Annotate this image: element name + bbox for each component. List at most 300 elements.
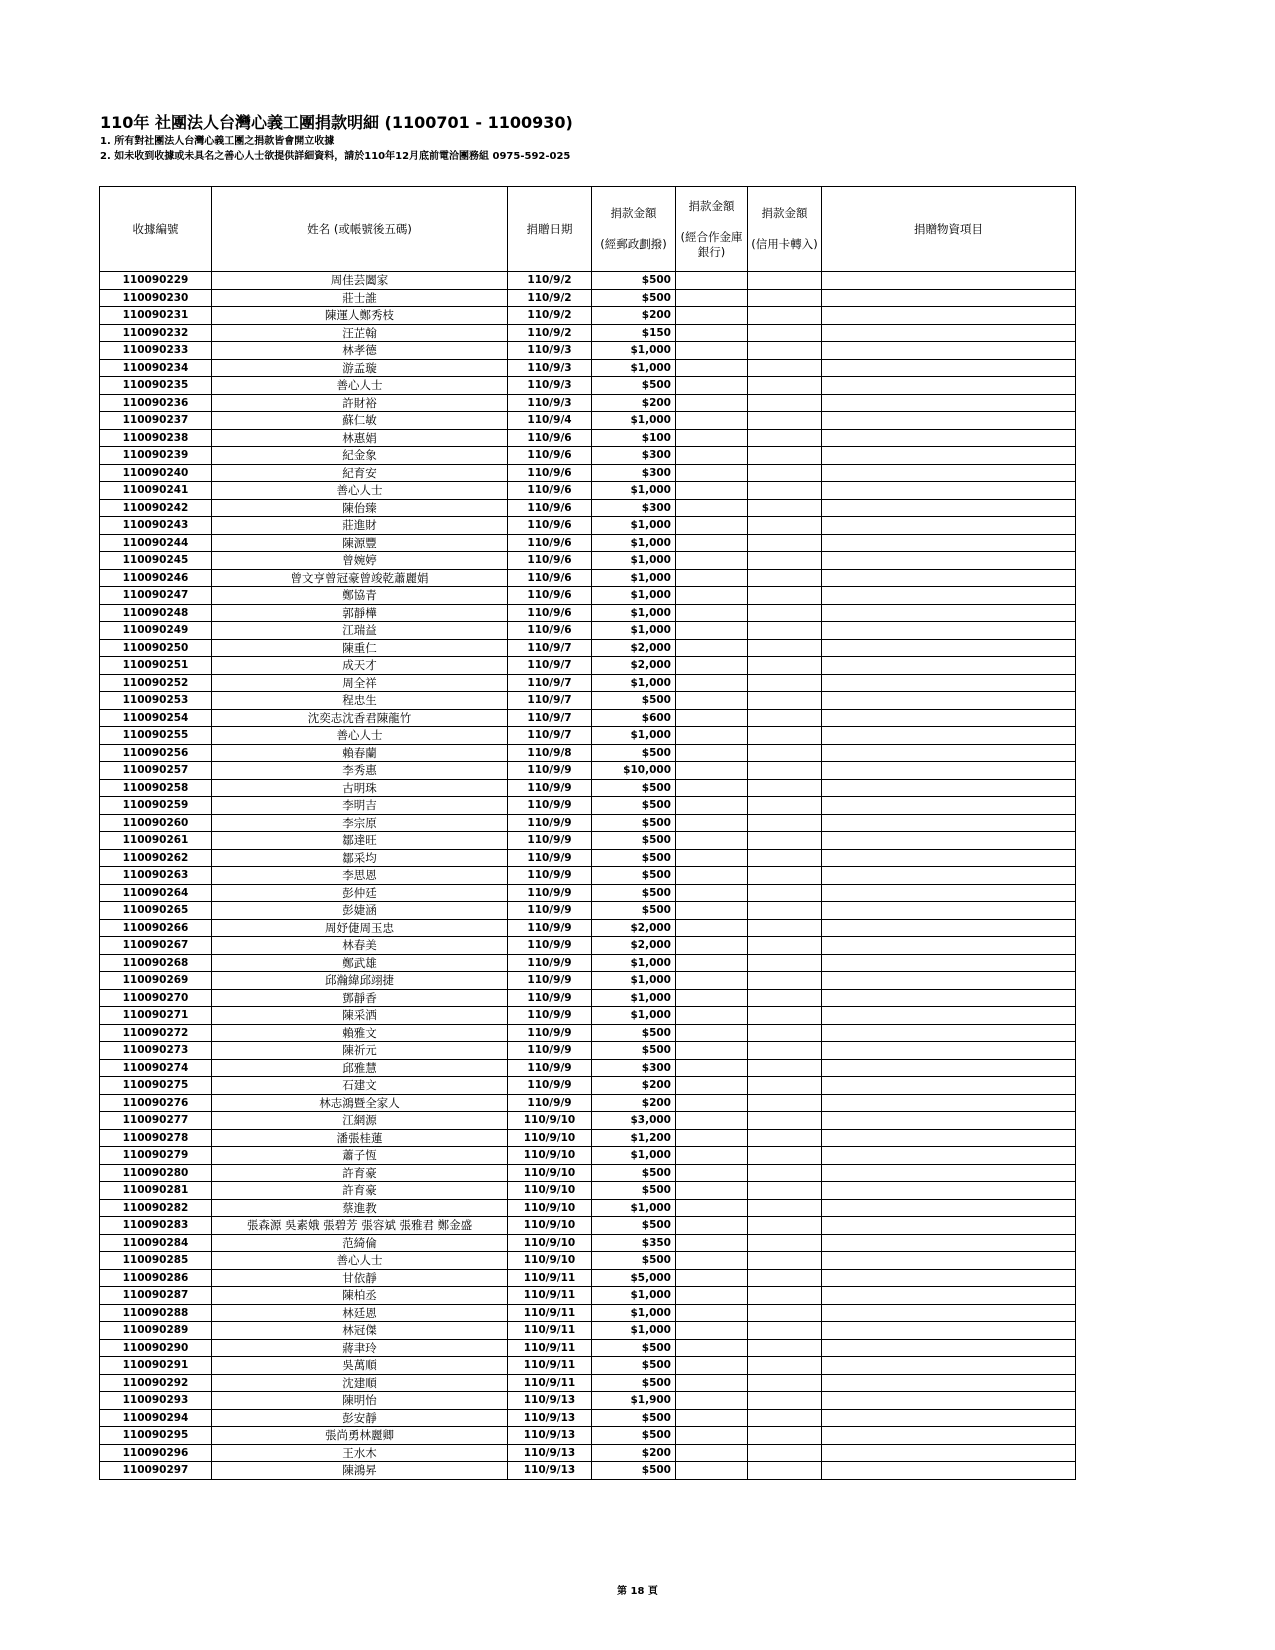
postal-amount-cell: $500 xyxy=(592,1024,676,1042)
postal-amount-cell: $300 xyxy=(592,1059,676,1077)
bank-amount-cell xyxy=(676,814,748,832)
goods-cell xyxy=(822,1042,1076,1060)
donation-date-cell: 110/9/6 xyxy=(508,587,592,605)
receipt-no-cell: 110090229 xyxy=(100,272,212,290)
donor-name-cell: 許育豪 xyxy=(212,1164,508,1182)
table-row xyxy=(100,1409,1076,1427)
receipt-no-cell: 110090275 xyxy=(100,1077,212,1095)
table-row xyxy=(100,1234,1076,1252)
donation-date-cell: 110/9/10 xyxy=(508,1234,592,1252)
goods-cell xyxy=(822,744,1076,762)
donor-name-cell: 潘張桂蓮 xyxy=(212,1129,508,1147)
bank-amount-cell xyxy=(676,534,748,552)
donor-name-cell: 邱瀚緯邱翊捷 xyxy=(212,972,508,990)
table-row xyxy=(100,954,1076,972)
donation-date-cell: 110/9/9 xyxy=(508,867,592,885)
goods-cell xyxy=(822,674,1076,692)
postal-amount-cell: $500 xyxy=(592,1409,676,1427)
donor-name-cell: 林廷恩 xyxy=(212,1304,508,1322)
card-amount-cell xyxy=(748,1234,822,1252)
goods-cell xyxy=(822,1392,1076,1410)
donor-name-cell: 蕭子恆 xyxy=(212,1147,508,1165)
receipt-no-cell: 110090256 xyxy=(100,744,212,762)
donation-date-cell: 110/9/9 xyxy=(508,1042,592,1060)
bank-amount-cell xyxy=(676,1392,748,1410)
card-amount-cell xyxy=(748,1427,822,1445)
goods-cell xyxy=(822,604,1076,622)
bank-amount-cell xyxy=(676,1042,748,1060)
postal-amount-cell: $1,000 xyxy=(592,674,676,692)
bank-amount-cell xyxy=(676,989,748,1007)
table-row xyxy=(100,429,1076,447)
postal-amount-cell: $1,000 xyxy=(592,989,676,1007)
donor-name-cell: 許育豪 xyxy=(212,1182,508,1200)
table-row xyxy=(100,1112,1076,1130)
card-amount-cell xyxy=(748,797,822,815)
goods-cell xyxy=(822,587,1076,605)
card-amount-cell xyxy=(748,1094,822,1112)
bank-amount-cell xyxy=(676,482,748,500)
receipt-no-cell: 110090271 xyxy=(100,1007,212,1025)
bank-amount-cell xyxy=(676,867,748,885)
postal-amount-cell: $500 xyxy=(592,902,676,920)
bank-amount-cell xyxy=(676,1427,748,1445)
postal-amount-cell: $1,000 xyxy=(592,1147,676,1165)
receipt-no-cell: 110090293 xyxy=(100,1392,212,1410)
table-row xyxy=(100,1304,1076,1322)
donation-date-cell: 110/9/10 xyxy=(508,1199,592,1217)
postal-amount-cell: $500 xyxy=(592,832,676,850)
receipt-no-cell: 110090264 xyxy=(100,884,212,902)
postal-amount-cell: $1,000 xyxy=(592,1287,676,1305)
bank-amount-cell xyxy=(676,1077,748,1095)
bank-amount-cell xyxy=(676,412,748,430)
donation-date-cell: 110/9/10 xyxy=(508,1112,592,1130)
table-row xyxy=(100,289,1076,307)
table-row xyxy=(100,1287,1076,1305)
postal-amount-cell: $200 xyxy=(592,1444,676,1462)
donor-name-cell: 鄒達旺 xyxy=(212,832,508,850)
goods-cell xyxy=(822,657,1076,675)
receipt-no-cell: 110090267 xyxy=(100,937,212,955)
donor-name-cell: 范綺倫 xyxy=(212,1234,508,1252)
donation-date-cell: 110/9/3 xyxy=(508,342,592,360)
header-postal-sublabel: (經郵政劃撥) xyxy=(600,237,667,251)
postal-amount-cell: $10,000 xyxy=(592,762,676,780)
bank-amount-cell xyxy=(676,937,748,955)
card-amount-cell xyxy=(748,779,822,797)
goods-cell xyxy=(822,1234,1076,1252)
bank-amount-cell xyxy=(676,587,748,605)
receipt-no-cell: 110090262 xyxy=(100,849,212,867)
table-row xyxy=(100,1007,1076,1025)
goods-cell xyxy=(822,884,1076,902)
table-row xyxy=(100,499,1076,517)
postal-amount-cell: $500 xyxy=(592,1339,676,1357)
card-amount-cell xyxy=(748,972,822,990)
card-amount-cell xyxy=(748,1007,822,1025)
donation-date-cell: 110/9/6 xyxy=(508,569,592,587)
donor-name-cell: 李宗原 xyxy=(212,814,508,832)
card-amount-cell xyxy=(748,744,822,762)
donation-date-cell: 110/9/7 xyxy=(508,727,592,745)
donation-date-cell: 110/9/7 xyxy=(508,709,592,727)
table-row xyxy=(100,1462,1076,1480)
receipt-no-cell: 110090241 xyxy=(100,482,212,500)
donor-name-cell: 林惠娟 xyxy=(212,429,508,447)
donation-date-cell: 110/9/11 xyxy=(508,1322,592,1340)
bank-amount-cell xyxy=(676,622,748,640)
donation-date-cell: 110/9/6 xyxy=(508,534,592,552)
donation-date-cell: 110/9/2 xyxy=(508,324,592,342)
receipt-no-cell: 110090279 xyxy=(100,1147,212,1165)
goods-cell xyxy=(822,1427,1076,1445)
postal-amount-cell: $500 xyxy=(592,1042,676,1060)
bank-amount-cell xyxy=(676,464,748,482)
donor-name-cell: 王水木 xyxy=(212,1444,508,1462)
card-amount-cell xyxy=(748,342,822,360)
card-amount-cell xyxy=(748,412,822,430)
card-amount-cell xyxy=(748,1462,822,1480)
goods-cell xyxy=(822,272,1076,290)
donation-date-cell: 110/9/6 xyxy=(508,517,592,535)
postal-amount-cell: $150 xyxy=(592,324,676,342)
bank-amount-cell xyxy=(676,1269,748,1287)
donor-name-cell: 鄭武雄 xyxy=(212,954,508,972)
receipt-no-cell: 110090254 xyxy=(100,709,212,727)
receipt-no-cell: 110090265 xyxy=(100,902,212,920)
donation-date-cell: 110/9/7 xyxy=(508,692,592,710)
donation-date-cell: 110/9/6 xyxy=(508,482,592,500)
receipt-no-cell: 110090280 xyxy=(100,1164,212,1182)
donation-date-cell: 110/9/9 xyxy=(508,1059,592,1077)
postal-amount-cell: $1,000 xyxy=(592,412,676,430)
bank-amount-cell xyxy=(676,1199,748,1217)
receipt-no-cell: 110090255 xyxy=(100,727,212,745)
bank-amount-cell xyxy=(676,762,748,780)
table-row xyxy=(100,1339,1076,1357)
bank-amount-cell xyxy=(676,902,748,920)
card-amount-cell xyxy=(748,1269,822,1287)
goods-cell xyxy=(822,359,1076,377)
postal-amount-cell: $500 xyxy=(592,1357,676,1375)
bank-amount-cell xyxy=(676,744,748,762)
donor-name-cell: 紀育安 xyxy=(212,464,508,482)
goods-cell xyxy=(822,639,1076,657)
card-amount-cell xyxy=(748,1042,822,1060)
card-amount-cell xyxy=(748,727,822,745)
table-row xyxy=(100,1182,1076,1200)
receipt-no-cell: 110090231 xyxy=(100,307,212,325)
bank-amount-cell xyxy=(676,1164,748,1182)
donor-name-cell: 蔣聿玲 xyxy=(212,1339,508,1357)
receipt-no-cell: 110090236 xyxy=(100,394,212,412)
bank-amount-cell xyxy=(676,517,748,535)
goods-cell xyxy=(822,762,1076,780)
table-row xyxy=(100,972,1076,990)
donor-name-cell: 蘇仁敏 xyxy=(212,412,508,430)
bank-amount-cell xyxy=(676,447,748,465)
postal-amount-cell: $1,000 xyxy=(592,1322,676,1340)
table-row xyxy=(100,989,1076,1007)
table-body xyxy=(100,272,1076,1480)
receipt-no-cell: 110090230 xyxy=(100,289,212,307)
donor-name-cell: 莊進財 xyxy=(212,517,508,535)
card-amount-cell xyxy=(748,1304,822,1322)
receipt-no-cell: 110090283 xyxy=(100,1217,212,1235)
card-amount-cell xyxy=(748,902,822,920)
card-amount-cell xyxy=(748,657,822,675)
card-amount-cell xyxy=(748,272,822,290)
donor-name-cell: 善心人士 xyxy=(212,377,508,395)
donation-date-cell: 110/9/6 xyxy=(508,464,592,482)
card-amount-cell xyxy=(748,1129,822,1147)
donation-date-cell: 110/9/6 xyxy=(508,552,592,570)
donation-date-cell: 110/9/10 xyxy=(508,1217,592,1235)
receipt-no-cell: 110090249 xyxy=(100,622,212,640)
header-date: 捐贈日期 xyxy=(508,187,592,272)
header-bank-amount xyxy=(676,187,748,272)
header-bank-label: 捐款金額 xyxy=(688,198,735,213)
postal-amount-cell: $500 xyxy=(592,1374,676,1392)
bank-amount-cell xyxy=(676,552,748,570)
table-row xyxy=(100,1252,1076,1270)
postal-amount-cell: $1,900 xyxy=(592,1392,676,1410)
donor-name-cell: 鄒采均 xyxy=(212,849,508,867)
postal-amount-cell: $200 xyxy=(592,1077,676,1095)
donor-name-cell: 曾文亨曾冠豪曾竣乾蕭麗娟 xyxy=(212,569,508,587)
bank-amount-cell xyxy=(676,1462,748,1480)
bank-amount-cell xyxy=(676,1094,748,1112)
note-receipt: 1. 所有對社團法人台灣心義工團之捐款皆會開立收據 xyxy=(100,136,335,147)
donor-name-cell: 石建文 xyxy=(212,1077,508,1095)
bank-amount-cell xyxy=(676,1357,748,1375)
bank-amount-cell xyxy=(676,499,748,517)
donor-name-cell: 江瑞益 xyxy=(212,622,508,640)
postal-amount-cell: $1,000 xyxy=(592,342,676,360)
donation-date-cell: 110/9/11 xyxy=(508,1269,592,1287)
table-row xyxy=(100,692,1076,710)
receipt-no-cell: 110090242 xyxy=(100,499,212,517)
donation-date-cell: 110/9/9 xyxy=(508,1077,592,1095)
donation-date-cell: 110/9/11 xyxy=(508,1357,592,1375)
goods-cell xyxy=(822,1409,1076,1427)
header-goods: 捐贈物資項目 xyxy=(822,187,1076,272)
receipt-no-cell: 110090257 xyxy=(100,762,212,780)
donation-table xyxy=(99,186,1076,1480)
table-row xyxy=(100,1147,1076,1165)
donor-name-cell: 陳重仁 xyxy=(212,639,508,657)
postal-amount-cell: $500 xyxy=(592,1427,676,1445)
donor-name-cell: 周佳芸闔家 xyxy=(212,272,508,290)
donor-name-cell: 李秀惠 xyxy=(212,762,508,780)
bank-amount-cell xyxy=(676,639,748,657)
card-amount-cell xyxy=(748,867,822,885)
table-row xyxy=(100,709,1076,727)
receipt-no-cell: 110090282 xyxy=(100,1199,212,1217)
goods-cell xyxy=(822,1462,1076,1480)
goods-cell xyxy=(822,429,1076,447)
bank-amount-cell xyxy=(676,884,748,902)
bank-amount-cell xyxy=(676,692,748,710)
donor-name-cell: 程忠生 xyxy=(212,692,508,710)
donation-date-cell: 110/9/9 xyxy=(508,779,592,797)
table-row xyxy=(100,587,1076,605)
receipt-no-cell: 110090286 xyxy=(100,1269,212,1287)
receipt-no-cell: 110090270 xyxy=(100,989,212,1007)
donation-date-cell: 110/9/13 xyxy=(508,1462,592,1480)
goods-cell xyxy=(822,814,1076,832)
table-row xyxy=(100,324,1076,342)
table-row xyxy=(100,674,1076,692)
table-row xyxy=(100,1094,1076,1112)
donation-date-cell: 110/9/9 xyxy=(508,989,592,1007)
donation-date-cell: 110/9/9 xyxy=(508,1024,592,1042)
header-card-amount xyxy=(748,187,822,272)
header-receipt-no: 收據編號 xyxy=(100,187,212,272)
donor-name-cell: 曾婉婷 xyxy=(212,552,508,570)
goods-cell xyxy=(822,989,1076,1007)
card-amount-cell xyxy=(748,1392,822,1410)
card-amount-cell xyxy=(748,622,822,640)
donor-name-cell: 吳萬順 xyxy=(212,1357,508,1375)
donation-date-cell: 110/9/4 xyxy=(508,412,592,430)
bank-amount-cell xyxy=(676,1304,748,1322)
table-row xyxy=(100,1129,1076,1147)
donor-name-cell: 成天才 xyxy=(212,657,508,675)
receipt-no-cell: 110090239 xyxy=(100,447,212,465)
bank-amount-cell xyxy=(676,727,748,745)
goods-cell xyxy=(822,972,1076,990)
goods-cell xyxy=(822,569,1076,587)
postal-amount-cell: $1,200 xyxy=(592,1129,676,1147)
receipt-no-cell: 110090294 xyxy=(100,1409,212,1427)
donor-name-cell: 周妤倢周玉忠 xyxy=(212,919,508,937)
table-row xyxy=(100,1357,1076,1375)
donor-name-cell: 陳源豐 xyxy=(212,534,508,552)
bank-amount-cell xyxy=(676,797,748,815)
card-amount-cell xyxy=(748,1357,822,1375)
receipt-no-cell: 110090247 xyxy=(100,587,212,605)
bank-amount-cell xyxy=(676,1374,748,1392)
document-title: 110年 社團法人台灣心義工團捐款明細 (1100701 - 1100930) xyxy=(100,113,573,132)
table-row xyxy=(100,377,1076,395)
card-amount-cell xyxy=(748,954,822,972)
receipt-no-cell: 110090251 xyxy=(100,657,212,675)
table-row xyxy=(100,919,1076,937)
donor-name-cell: 張尚勇林麗卿 xyxy=(212,1427,508,1445)
goods-cell xyxy=(822,412,1076,430)
receipt-no-cell: 110090274 xyxy=(100,1059,212,1077)
donation-date-cell: 110/9/6 xyxy=(508,429,592,447)
card-amount-cell xyxy=(748,1217,822,1235)
postal-amount-cell: $1,000 xyxy=(592,604,676,622)
card-amount-cell xyxy=(748,377,822,395)
table-row xyxy=(100,307,1076,325)
bank-amount-cell xyxy=(676,1129,748,1147)
donor-name-cell: 陳柏丞 xyxy=(212,1287,508,1305)
donation-date-cell: 110/9/6 xyxy=(508,604,592,622)
goods-cell xyxy=(822,1094,1076,1112)
bank-amount-cell xyxy=(676,289,748,307)
card-amount-cell xyxy=(748,762,822,780)
donor-name-cell: 李明吉 xyxy=(212,797,508,815)
goods-cell xyxy=(822,919,1076,937)
receipt-no-cell: 110090276 xyxy=(100,1094,212,1112)
donor-name-cell: 林孝德 xyxy=(212,342,508,360)
table-row xyxy=(100,1077,1076,1095)
card-amount-cell xyxy=(748,1077,822,1095)
goods-cell xyxy=(822,954,1076,972)
goods-cell xyxy=(822,1129,1076,1147)
card-amount-cell xyxy=(748,1409,822,1427)
header-bank-sublabel: (經合作金庫銀行) xyxy=(680,229,743,259)
goods-cell xyxy=(822,902,1076,920)
donation-date-cell: 110/9/2 xyxy=(508,272,592,290)
receipt-no-cell: 110090253 xyxy=(100,692,212,710)
postal-amount-cell: $1,000 xyxy=(592,587,676,605)
receipt-no-cell: 110090245 xyxy=(100,552,212,570)
card-amount-cell xyxy=(748,692,822,710)
table-row xyxy=(100,884,1076,902)
goods-cell xyxy=(822,1059,1076,1077)
table-row xyxy=(100,394,1076,412)
receipt-no-cell: 110090272 xyxy=(100,1024,212,1042)
donor-name-cell: 鄭協青 xyxy=(212,587,508,605)
donation-date-cell: 110/9/11 xyxy=(508,1339,592,1357)
card-amount-cell xyxy=(748,1444,822,1462)
card-amount-cell xyxy=(748,1164,822,1182)
donor-name-cell: 周全祥 xyxy=(212,674,508,692)
receipt-no-cell: 110090296 xyxy=(100,1444,212,1462)
goods-cell xyxy=(822,377,1076,395)
postal-amount-cell: $2,000 xyxy=(592,919,676,937)
donation-date-cell: 110/9/7 xyxy=(508,674,592,692)
table-row xyxy=(100,517,1076,535)
goods-cell xyxy=(822,499,1076,517)
donation-date-cell: 110/9/11 xyxy=(508,1374,592,1392)
bank-amount-cell xyxy=(676,377,748,395)
receipt-no-cell: 110090288 xyxy=(100,1304,212,1322)
donor-name-cell: 林志鴻暨全家人 xyxy=(212,1094,508,1112)
table-row xyxy=(100,1164,1076,1182)
receipt-no-cell: 110090252 xyxy=(100,674,212,692)
donation-date-cell: 110/9/10 xyxy=(508,1252,592,1270)
card-amount-cell xyxy=(748,482,822,500)
header-card-sublabel: (信用卡轉入) xyxy=(751,237,818,251)
donation-date-cell: 110/9/10 xyxy=(508,1182,592,1200)
card-amount-cell xyxy=(748,674,822,692)
bank-amount-cell xyxy=(676,604,748,622)
postal-amount-cell: $1,000 xyxy=(592,954,676,972)
postal-amount-cell: $2,000 xyxy=(592,657,676,675)
table-row xyxy=(100,639,1076,657)
goods-cell xyxy=(822,394,1076,412)
receipt-no-cell: 110090246 xyxy=(100,569,212,587)
card-amount-cell xyxy=(748,359,822,377)
donation-date-cell: 110/9/10 xyxy=(508,1129,592,1147)
receipt-no-cell: 110090277 xyxy=(100,1112,212,1130)
card-amount-cell xyxy=(748,1199,822,1217)
table-row xyxy=(100,482,1076,500)
donation-date-cell: 110/9/9 xyxy=(508,1094,592,1112)
table-row xyxy=(100,534,1076,552)
donation-date-cell: 110/9/9 xyxy=(508,937,592,955)
bank-amount-cell xyxy=(676,1024,748,1042)
goods-cell xyxy=(822,1147,1076,1165)
card-amount-cell xyxy=(748,937,822,955)
card-amount-cell xyxy=(748,604,822,622)
